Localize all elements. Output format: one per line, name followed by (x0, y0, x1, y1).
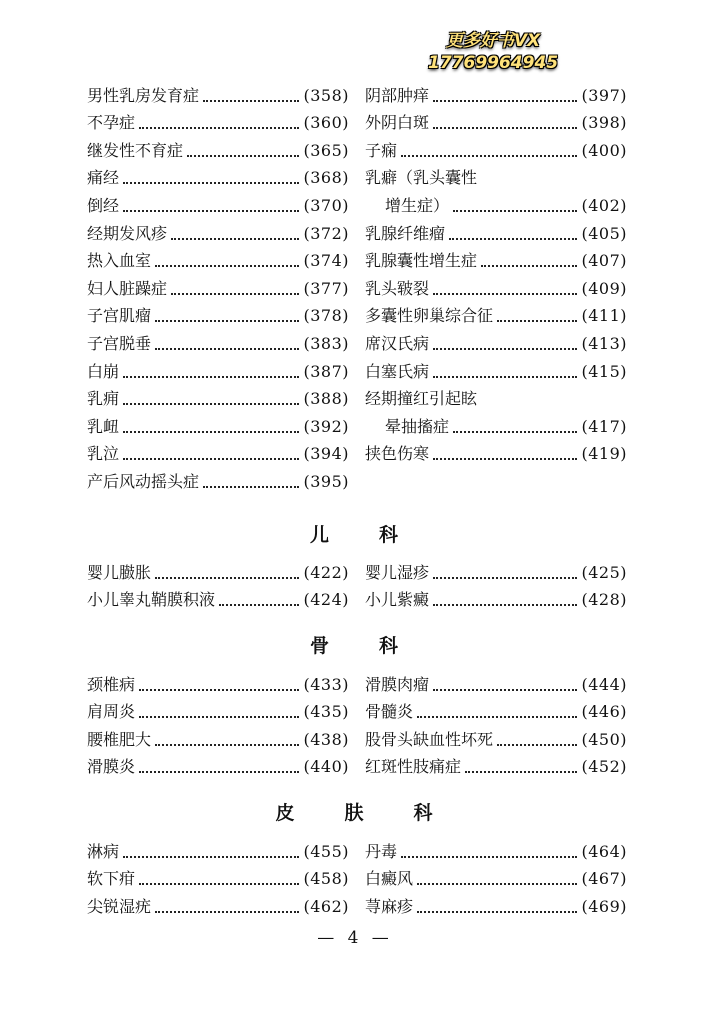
dot-leader (155, 577, 299, 579)
toc-entry-page: (400) (581, 140, 627, 160)
toc-entry-title: 荨麻疹 (365, 896, 414, 916)
toc-entry[interactable] (87, 695, 349, 723)
toc-entry[interactable] (87, 106, 349, 134)
toc-entry[interactable] (365, 722, 627, 750)
toc-entry-title: 子宫脱垂 (87, 333, 152, 353)
toc-entry-page: (398) (581, 113, 627, 133)
toc-entry-title: 挟色伤寒 (365, 444, 430, 464)
toc-entry-title: 小儿紫癜 (365, 590, 430, 610)
watermark (428, 30, 558, 74)
toc-entry-title: 乳腺囊性增生症 (365, 251, 478, 271)
toc-entry-title: 白塞氏病 (365, 361, 430, 381)
dot-leader (139, 689, 299, 691)
toc-entry-line-1[interactable] (365, 161, 627, 189)
dot-leader (203, 486, 299, 488)
toc-pediatrics (87, 555, 627, 610)
toc-entry[interactable] (87, 326, 349, 354)
toc-entry-line-1[interactable] (365, 382, 627, 410)
toc-entry-title: 男性乳房发育症 (87, 85, 200, 105)
toc-column-left (87, 78, 349, 492)
toc-entry-page: (365) (303, 140, 349, 160)
watermark-line-1: 更多好书VX (445, 31, 541, 51)
toc-entry-title: 滑膜炎 (87, 757, 136, 777)
dot-leader (123, 458, 299, 460)
toc-entry-title: 乳腺纤维瘤 (365, 223, 446, 243)
toc-entry[interactable] (87, 161, 349, 189)
toc-entry[interactable] (365, 862, 627, 890)
toc-entry-title: 妇人脏躁症 (87, 278, 168, 298)
dot-leader (401, 155, 577, 157)
toc-entry[interactable] (87, 299, 349, 327)
toc-entry-page: (446) (581, 702, 627, 722)
toc-entry-title: 股骨头缺血性坏死 (365, 729, 494, 749)
dot-leader (417, 911, 577, 913)
toc-entry-title: 骨髓炎 (365, 702, 414, 722)
dot-leader (433, 577, 577, 579)
dot-leader (123, 431, 299, 433)
toc-entry-page: (462) (303, 896, 349, 916)
toc-entry-title: 滑膜肉瘤 (365, 674, 430, 694)
toc-entry-page: (425) (581, 562, 627, 582)
toc-entry-page: (374) (303, 251, 349, 271)
toc-gynecology (87, 78, 627, 492)
toc-entry-page: (387) (303, 361, 349, 381)
toc-entry-title: 肩周炎 (87, 702, 136, 722)
heading-char: 科 (413, 802, 435, 824)
toc-column-left (87, 555, 349, 610)
toc-entry[interactable] (87, 354, 349, 382)
toc-entry-line-2[interactable] (365, 409, 627, 437)
toc-entry-page: (422) (303, 562, 349, 582)
toc-entry[interactable] (87, 78, 349, 106)
toc-entry-title: 多囊性卵巢综合征 (365, 306, 494, 326)
dot-leader (453, 431, 577, 433)
toc-entry[interactable] (87, 271, 349, 299)
toc-entry-title: 丹毒 (365, 841, 398, 861)
dot-leader (481, 265, 577, 267)
toc-entry-page: (458) (303, 869, 349, 889)
dot-leader (155, 744, 299, 746)
dot-leader (497, 320, 577, 322)
toc-entry-title: 小儿睾丸鞘膜积液 (87, 590, 216, 610)
toc-entry[interactable] (87, 667, 349, 695)
toc-entry[interactable] (365, 834, 627, 862)
toc-entry-page: (440) (303, 757, 349, 777)
dot-leader (139, 771, 299, 773)
dot-leader (433, 127, 577, 129)
toc-entry-page: (419) (581, 444, 627, 464)
dot-leader (433, 376, 577, 378)
toc-entry-page: (424) (303, 590, 349, 610)
toc-entry[interactable] (365, 216, 627, 244)
toc-entry[interactable] (87, 409, 349, 437)
toc-entry-page: (428) (581, 590, 627, 610)
dot-leader (171, 293, 299, 295)
toc-column-right (365, 667, 627, 777)
toc-entry[interactable] (87, 244, 349, 272)
toc-entry-title: 外阴白斑 (365, 113, 430, 133)
dot-leader (433, 100, 577, 102)
toc-column-left (87, 667, 349, 777)
toc-entry-page: (392) (303, 416, 349, 436)
dot-leader (155, 265, 299, 267)
toc-entry-line-2[interactable] (365, 188, 627, 216)
toc-entry-title: 乳泣 (87, 444, 120, 464)
toc-entry-page: (372) (303, 223, 349, 243)
toc-entry-page: (413) (581, 333, 627, 353)
toc-entry[interactable] (87, 464, 349, 492)
dot-leader (433, 293, 577, 295)
toc-entry-page: (409) (581, 278, 627, 298)
toc-entry[interactable] (365, 106, 627, 134)
toc-entry[interactable] (87, 722, 349, 750)
toc-entry-page: (438) (303, 729, 349, 749)
dot-leader (433, 689, 577, 691)
toc-entry[interactable] (365, 299, 627, 327)
toc-entry-title: 继发性不育症 (87, 140, 184, 160)
toc-orthopedics (87, 667, 627, 777)
section-heading-pediatrics (0, 520, 710, 547)
toc-entry-page: (405) (581, 223, 627, 243)
toc-entry[interactable] (365, 354, 627, 382)
toc-column-left (87, 834, 349, 917)
toc-entry[interactable] (365, 695, 627, 723)
toc-entry-page: (395) (303, 471, 349, 491)
toc-entry-page: (417) (581, 416, 627, 436)
toc-entry-title: 乳痈 (87, 389, 120, 409)
toc-entry-title: 尖锐湿疣 (87, 896, 152, 916)
toc-entry[interactable] (87, 188, 349, 216)
toc-entry[interactable] (87, 750, 349, 778)
toc-entry-page: (433) (303, 674, 349, 694)
dot-leader (417, 883, 577, 885)
toc-entry-page: (378) (303, 306, 349, 326)
page-number: — 4 — (317, 928, 393, 948)
dot-leader (497, 744, 577, 746)
toc-entry-title: 阴部肿痒 (365, 85, 430, 105)
toc-entry-title: 婴儿湿疹 (365, 562, 430, 582)
toc-entry-title: 子痫 (365, 140, 398, 160)
dot-leader (155, 911, 299, 913)
toc-entry-title: 淋病 (87, 841, 120, 861)
dot-leader (401, 856, 577, 858)
dot-leader (139, 716, 299, 718)
toc-entry-title: 白癜风 (365, 869, 414, 889)
heading-char: 科 (379, 635, 401, 657)
toc-entry-page: (455) (303, 841, 349, 861)
toc-entry-page: (411) (581, 306, 627, 326)
dot-leader (453, 210, 577, 212)
section-heading-orthopedics (0, 631, 710, 658)
toc-entry-page: (388) (303, 389, 349, 409)
toc-entry-title: 席汉氏病 (365, 333, 430, 353)
toc-entry[interactable] (365, 271, 627, 299)
toc-entry-page: (402) (581, 195, 627, 215)
toc-entry[interactable] (87, 216, 349, 244)
toc-entry-title: 红斑性肢痛症 (365, 757, 462, 777)
heading-char: 肤 (344, 802, 366, 824)
heading-char: 皮 (275, 802, 297, 824)
toc-entry[interactable] (365, 437, 627, 465)
dot-leader (433, 458, 577, 460)
toc-entry-page: (444) (581, 674, 627, 694)
toc-entry-title: 颈椎病 (87, 674, 136, 694)
dot-leader (187, 155, 299, 157)
section-heading-dermatology (0, 798, 710, 825)
toc-entry-title: 不孕症 (87, 113, 136, 133)
dot-leader (465, 771, 577, 773)
dot-leader (219, 604, 299, 606)
toc-entry-page: (450) (581, 729, 627, 749)
toc-entry-title: 白崩 (87, 361, 120, 381)
toc-entry-page: (377) (303, 278, 349, 298)
toc-entry[interactable] (365, 555, 627, 583)
toc-entry-title: 增生症） (385, 195, 450, 215)
toc-entry-title: 倒经 (87, 195, 120, 215)
toc-entry-title: 婴儿臌胀 (87, 562, 152, 582)
toc-entry[interactable] (365, 583, 627, 611)
toc-entry-page: (397) (581, 85, 627, 105)
toc-entry-title: 腰椎肥大 (87, 729, 152, 749)
toc-entry[interactable] (87, 889, 349, 917)
dot-leader (123, 376, 299, 378)
dot-leader (123, 210, 299, 212)
toc-entry[interactable] (87, 437, 349, 465)
dot-leader (139, 127, 299, 129)
toc-entry[interactable] (87, 133, 349, 161)
watermark-line-2: 17769964945 (428, 53, 559, 73)
toc-entry-page: (452) (581, 757, 627, 777)
dot-leader (123, 403, 299, 405)
toc-entry-title: 热入血室 (87, 251, 152, 271)
toc-entry-page: (435) (303, 702, 349, 722)
toc-entry[interactable] (365, 667, 627, 695)
toc-dermatology (87, 834, 627, 917)
dot-leader (155, 348, 299, 350)
toc-entry-title: 子宫肌瘤 (87, 306, 152, 326)
toc-entry-page: (464) (581, 841, 627, 861)
toc-entry-title: 经期撞红引起眩 (365, 389, 478, 409)
toc-column-right (365, 555, 627, 610)
toc-entry[interactable] (365, 750, 627, 778)
toc-entry-title: 乳癖（乳头囊性 (365, 168, 478, 188)
heading-char: 骨 (309, 635, 331, 657)
heading-char: 科 (379, 524, 401, 546)
toc-entry[interactable] (87, 834, 349, 862)
toc-entry-title: 经期发风疹 (87, 223, 168, 243)
toc-entry[interactable] (87, 583, 349, 611)
dot-leader (171, 238, 299, 240)
toc-entry-page: (394) (303, 444, 349, 464)
toc-entry[interactable] (365, 78, 627, 106)
toc-entry-page: (467) (581, 869, 627, 889)
toc-entry[interactable] (365, 326, 627, 354)
dot-leader (433, 604, 577, 606)
dot-leader (433, 348, 577, 350)
heading-char: 儿 (309, 524, 331, 546)
dot-leader (123, 856, 299, 858)
toc-column-right (365, 78, 627, 492)
toc-entry-title: 痛经 (87, 168, 120, 188)
toc-entry[interactable] (87, 555, 349, 583)
dot-leader (203, 100, 299, 102)
toc-entry-page: (368) (303, 168, 349, 188)
toc-entry-page: (415) (581, 361, 627, 381)
dot-leader (449, 238, 577, 240)
dot-leader (139, 883, 299, 885)
dot-leader (123, 182, 299, 184)
toc-entry[interactable] (87, 382, 349, 410)
toc-entry-page: (469) (581, 896, 627, 916)
dot-leader (155, 320, 299, 322)
toc-column-right (365, 834, 627, 917)
toc-entry-page: (370) (303, 195, 349, 215)
toc-entry-page: (358) (303, 85, 349, 105)
toc-entry[interactable] (365, 244, 627, 272)
toc-entry-title: 乳衄 (87, 416, 120, 436)
toc-entry-page: (383) (303, 333, 349, 353)
toc-entry[interactable] (87, 862, 349, 890)
dot-leader (417, 716, 577, 718)
toc-entry-title: 产后风动摇头症 (87, 471, 200, 491)
toc-entry-page: (360) (303, 113, 349, 133)
toc-entry[interactable] (365, 889, 627, 917)
toc-entry[interactable] (365, 133, 627, 161)
toc-entry-title: 软下疳 (87, 869, 136, 889)
toc-entry-page: (407) (581, 251, 627, 271)
toc-entry-title: 乳头皲裂 (365, 278, 430, 298)
toc-entry-title: 晕抽搐症 (385, 416, 450, 436)
